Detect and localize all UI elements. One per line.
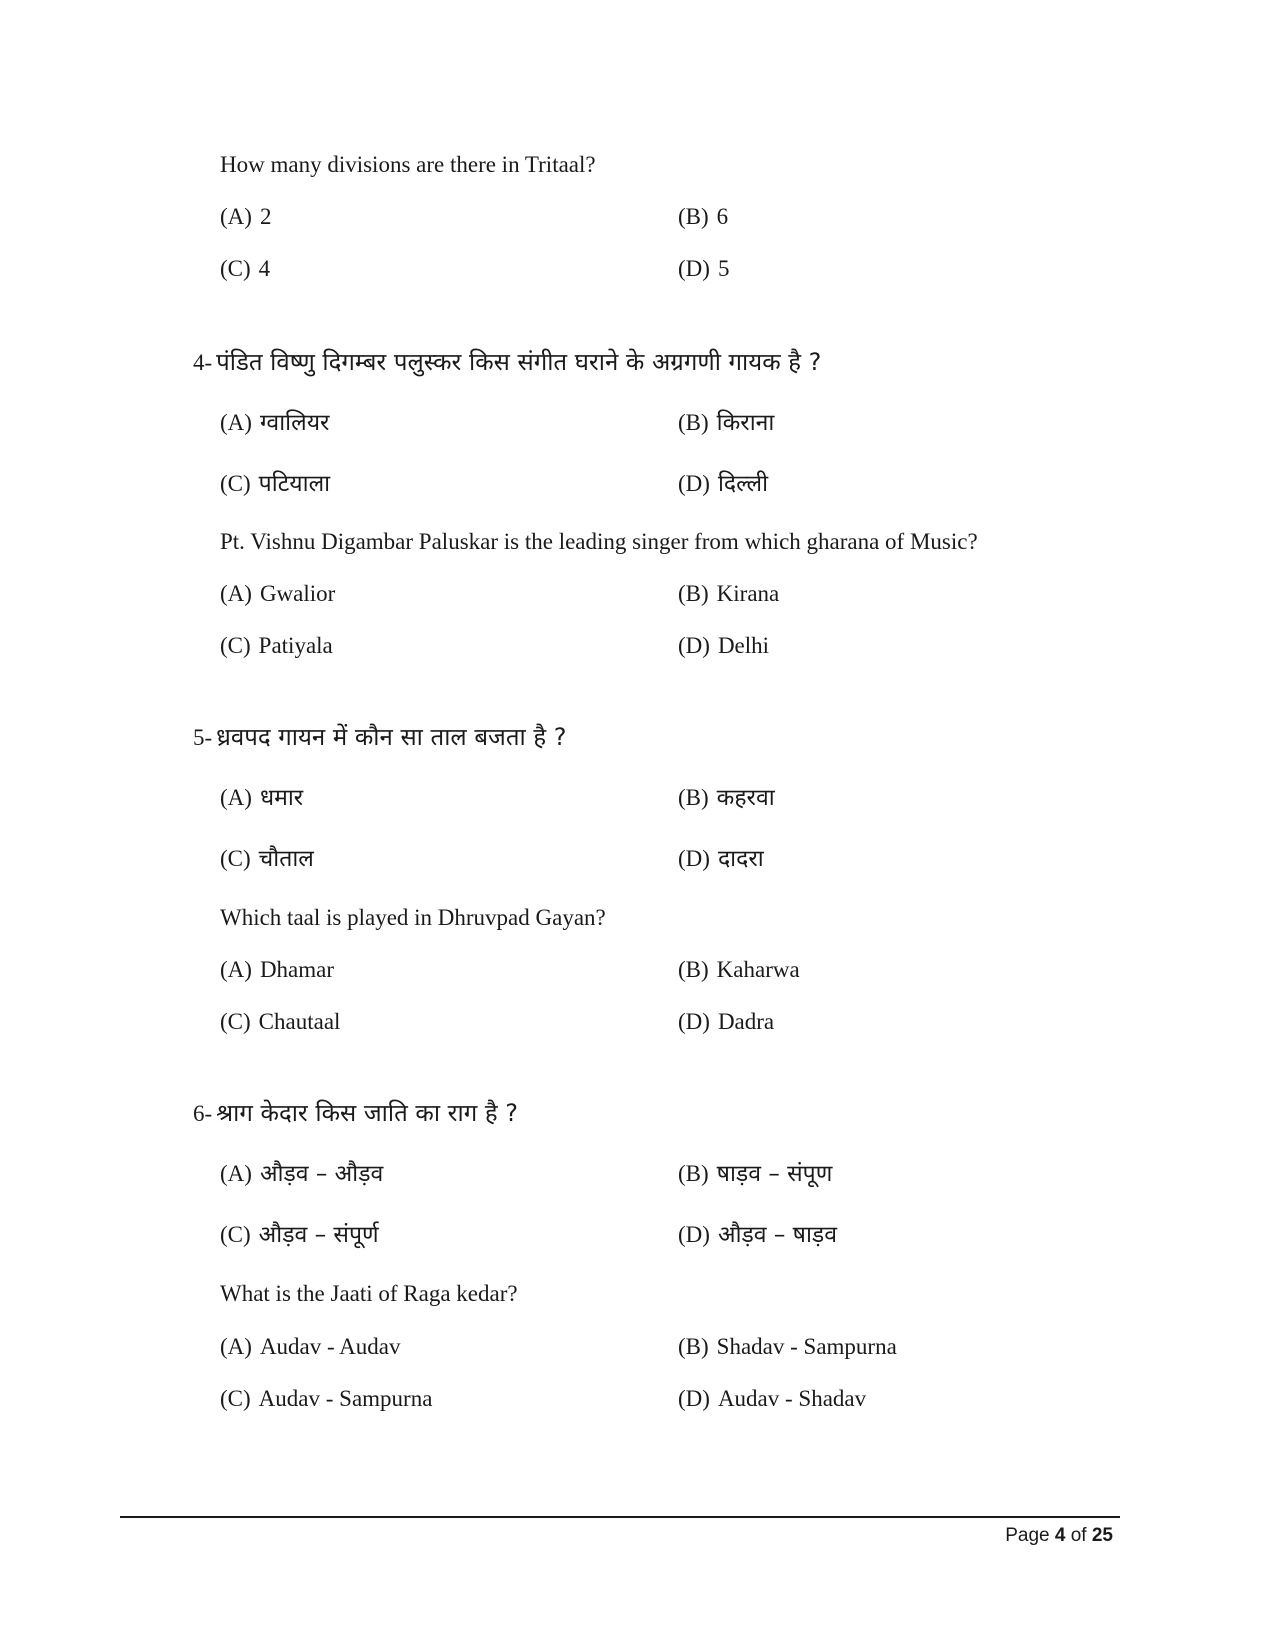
q6-option-b-en: [678, 1334, 897, 1360]
option-text: Audav - Sampurna: [258, 1386, 433, 1411]
option-text: दिल्ली: [717, 471, 769, 497]
option-label: (D): [678, 1009, 710, 1034]
q6-question-en: What is the Jaati of Raga kedar?: [220, 1281, 518, 1306]
q3-option-a-en: [220, 204, 271, 230]
q4-question-hi: [193, 345, 821, 378]
option-label: (C): [220, 633, 251, 658]
q3-option-d-en: [678, 256, 729, 282]
option-text: औड़व – संपूर्ण: [258, 1222, 379, 1248]
question-text-hi: श्राग केदार किस जाति का राग है ?: [216, 1099, 518, 1127]
option-label: (A): [220, 410, 252, 435]
option-text: चौताल: [258, 846, 314, 872]
page-total: 25: [1091, 1525, 1113, 1546]
option-label: (A): [220, 204, 252, 229]
option-label: (A): [220, 1334, 252, 1359]
option-text: Shadav - Sampurna: [716, 1334, 897, 1359]
option-label: (B): [678, 957, 709, 982]
option-text: Dhamar: [259, 957, 335, 982]
question-number: 5-: [193, 725, 213, 750]
option-label: (B): [678, 1161, 709, 1186]
option-label: (C): [220, 846, 251, 871]
option-label: (B): [678, 410, 709, 435]
q5-option-a-hi: [220, 780, 303, 812]
option-label: (A): [220, 1161, 252, 1186]
q6-question-hi: [193, 1096, 518, 1129]
option-label: (D): [678, 846, 710, 871]
q5-option-c-en: [220, 1009, 340, 1035]
q5-option-d-hi: [678, 841, 764, 873]
q6-option-c-en: [220, 1386, 432, 1412]
q5-option-b-en: [678, 957, 800, 983]
option-text: Dadra: [717, 1009, 775, 1034]
q4-question-en: Pt. Vishnu Digambar Paluskar is the leading singer from which gharana of Music?: [220, 529, 978, 554]
q5-question-hi: [193, 720, 566, 753]
option-label: (C): [220, 1222, 251, 1247]
option-text: Chautaal: [258, 1009, 341, 1034]
q3-option-c-en: [220, 256, 270, 282]
q4-option-d-hi: [678, 466, 768, 498]
q5-question-en: Which taal is played in Dhruvpad Gayan?: [220, 905, 606, 930]
option-text: Delhi: [717, 633, 770, 658]
q3-question-en: How many divisions are there in Tritaal?: [220, 152, 596, 177]
q4-option-a-en: [220, 581, 335, 607]
option-label: (A): [220, 785, 252, 810]
option-text: 5: [717, 256, 730, 281]
q4-option-b-en: [678, 581, 779, 607]
option-label: (A): [220, 581, 252, 606]
option-label: (C): [220, 1386, 251, 1411]
q4-option-a-hi: [220, 405, 329, 437]
q4-option-d-en: [678, 633, 769, 659]
option-label: (B): [678, 581, 709, 606]
question-number: 6-: [193, 1101, 213, 1126]
option-text: कहरवा: [716, 785, 775, 811]
option-text: Kirana: [716, 581, 780, 606]
option-text: औड़व – षाड़व: [717, 1222, 838, 1248]
q4-option-c-hi: [220, 466, 330, 498]
option-text: 4: [258, 256, 271, 281]
option-text: षाड़व – संपूण: [716, 1161, 833, 1187]
option-label: (D): [678, 1386, 710, 1411]
option-text: Kaharwa: [716, 957, 800, 982]
option-text: 6: [716, 204, 729, 229]
option-text: Gwalior: [259, 581, 336, 606]
option-label: (B): [678, 1334, 709, 1359]
page-current: 4: [1054, 1525, 1066, 1546]
q6-option-c-hi: [220, 1217, 379, 1249]
question-text-hi: ध्रवपद गायन में कौन सा ताल बजता है ?: [216, 723, 567, 751]
q4-option-b-hi: [678, 405, 774, 437]
option-text: धमार: [259, 785, 304, 811]
option-text: पटियाला: [258, 471, 331, 497]
q6-option-d-en: [678, 1386, 866, 1412]
option-label: (C): [220, 256, 251, 281]
question-text-hi: पंडित विष्णु दिगम्बर पलुस्कर किस संगीत घराने के अग्रगणी गायक है ?: [216, 348, 822, 376]
q3-option-b-en: [678, 204, 728, 230]
option-label: (D): [678, 256, 710, 281]
option-text: औड़व – औड़व: [259, 1161, 384, 1187]
q5-option-a-en: [220, 957, 334, 983]
option-text: 2: [259, 204, 272, 229]
footer-divider: [120, 1516, 1120, 1518]
option-label: (D): [678, 1222, 710, 1247]
q6-option-a-hi: [220, 1156, 383, 1188]
option-text: दादरा: [717, 846, 764, 872]
q5-option-c-hi: [220, 841, 314, 873]
q6-option-b-hi: [678, 1156, 832, 1188]
option-label: (D): [678, 471, 710, 496]
question-number: 4-: [193, 350, 213, 375]
of-word: of: [1070, 1525, 1087, 1546]
option-text: ग्वालियर: [259, 410, 330, 436]
option-text: Audav - Audav: [259, 1334, 401, 1359]
option-label: (A): [220, 957, 252, 982]
option-label: (B): [678, 785, 709, 810]
q5-option-d-en: [678, 1009, 774, 1035]
page-number: [1005, 1525, 1113, 1547]
q6-option-a-en: [220, 1334, 400, 1360]
q5-option-b-hi: [678, 780, 775, 812]
option-label: (D): [678, 633, 710, 658]
option-text: Patiyala: [258, 633, 333, 658]
option-text: किराना: [716, 410, 775, 436]
q6-option-d-hi: [678, 1217, 837, 1249]
page-word: Page: [1005, 1525, 1050, 1546]
option-label: (C): [220, 1009, 251, 1034]
option-label: (B): [678, 204, 709, 229]
option-label: (C): [220, 471, 251, 496]
option-text: Audav - Shadav: [717, 1386, 867, 1411]
q4-option-c-en: [220, 633, 333, 659]
